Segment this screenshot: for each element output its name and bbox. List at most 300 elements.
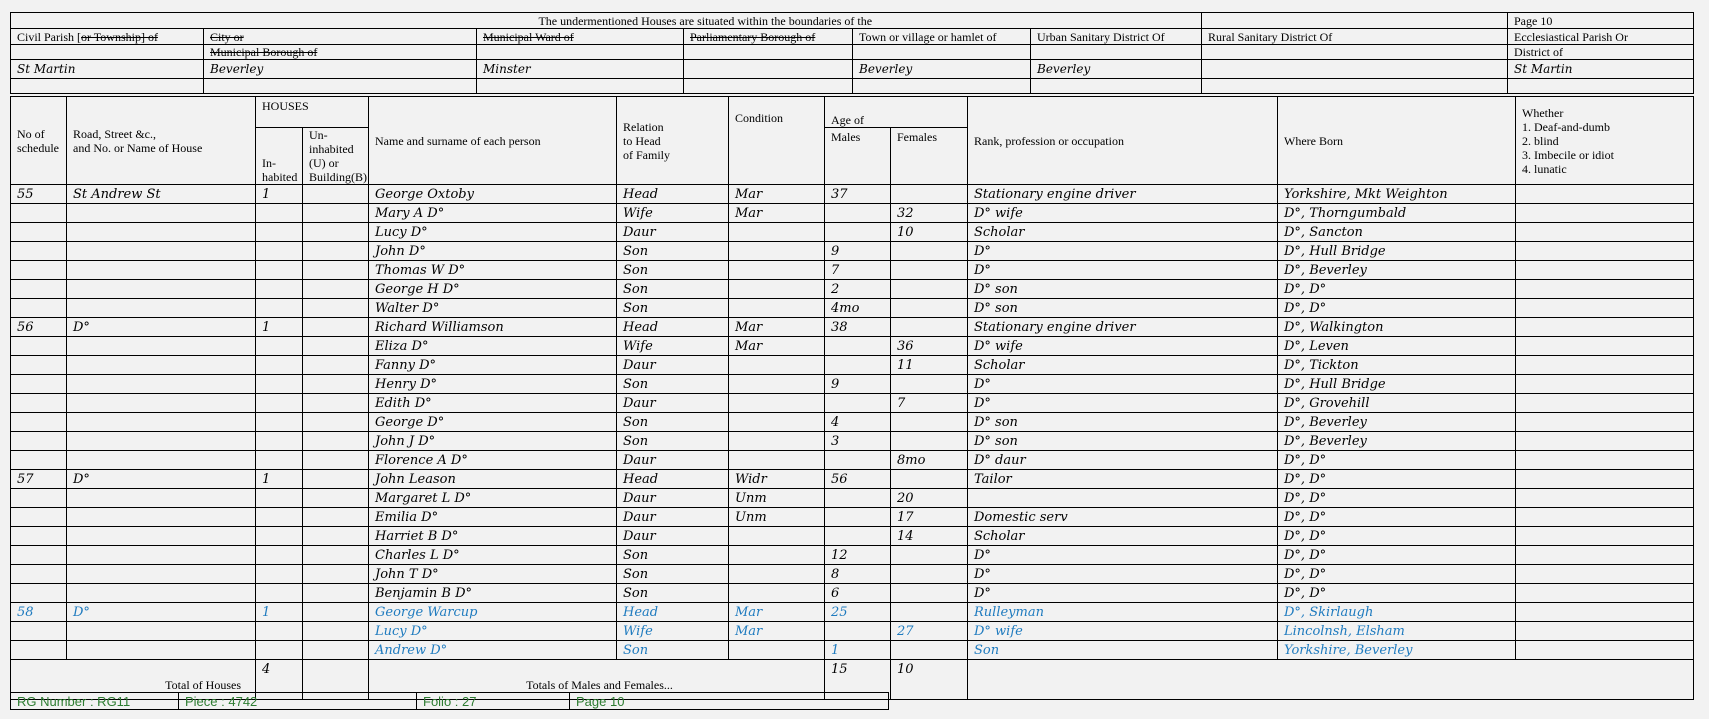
female-age: 7 xyxy=(891,394,968,413)
birthplace-cell: D°, Grovehill xyxy=(1278,394,1516,413)
schedule-cell xyxy=(11,242,67,261)
total-houses-value: 4 xyxy=(256,660,303,700)
col-relation: Relation to Head of Family xyxy=(617,97,729,185)
schedule-cell xyxy=(11,394,67,413)
person-name: Andrew D° xyxy=(369,641,617,660)
table-row xyxy=(11,508,1694,527)
birthplace-cell: D°, D° xyxy=(1278,299,1516,318)
whether-cell xyxy=(1516,337,1694,356)
uninhabited-cell xyxy=(303,508,369,527)
whether-cell xyxy=(1516,318,1694,337)
occupation-cell: D° wife xyxy=(968,204,1278,223)
municipal-borough-value: Beverley xyxy=(204,60,477,79)
inhabited-cell xyxy=(256,394,303,413)
inhabited-cell xyxy=(256,242,303,261)
total-houses-label: Total of Houses xyxy=(11,660,256,700)
table-row xyxy=(11,204,1694,223)
birthplace-cell: D°, D° xyxy=(1278,565,1516,584)
condition-cell xyxy=(729,299,825,318)
uninhabited-cell xyxy=(303,584,369,603)
relation-cell: Son xyxy=(617,261,729,280)
whether-cell xyxy=(1516,489,1694,508)
piece-number: Piece : 4742 xyxy=(179,693,417,710)
relation-cell: Daur xyxy=(617,527,729,546)
table-row xyxy=(11,337,1694,356)
birthplace-cell: D°, Sancton xyxy=(1278,223,1516,242)
uninhabited-cell xyxy=(303,318,369,337)
condition-cell xyxy=(729,565,825,584)
person-name: John T D° xyxy=(369,565,617,584)
inhabited-cell: 1 xyxy=(256,185,303,204)
table-row xyxy=(11,185,1694,204)
birthplace-cell: D°, D° xyxy=(1278,470,1516,489)
road-cell xyxy=(67,584,256,603)
schedule-cell xyxy=(11,375,67,394)
condition-cell xyxy=(729,584,825,603)
col-name: Name and surname of each person xyxy=(369,97,617,185)
occupation-cell: Stationary engine driver xyxy=(968,318,1278,337)
rural-district-value xyxy=(1202,60,1508,79)
table-row xyxy=(11,622,1694,641)
person-name: Lucy D° xyxy=(369,223,617,242)
whether-cell xyxy=(1516,356,1694,375)
whether-cell xyxy=(1516,185,1694,204)
schedule-cell xyxy=(11,299,67,318)
female-age xyxy=(891,432,968,451)
whether-cell xyxy=(1516,261,1694,280)
condition-cell: Mar xyxy=(729,622,825,641)
condition-cell xyxy=(729,375,825,394)
person-name: George D° xyxy=(369,413,617,432)
whether-cell xyxy=(1516,204,1694,223)
condition-cell xyxy=(729,356,825,375)
whether-cell xyxy=(1516,432,1694,451)
road-cell: D° xyxy=(67,603,256,622)
parliamentary-borough-value xyxy=(684,60,853,79)
person-name: Walter D° xyxy=(369,299,617,318)
relation-cell: Wife xyxy=(617,622,729,641)
female-age xyxy=(891,242,968,261)
condition-cell: Unm xyxy=(729,489,825,508)
person-name: Harriet B D° xyxy=(369,527,617,546)
male-age: 12 xyxy=(825,546,891,565)
schedule-cell xyxy=(11,356,67,375)
road-cell xyxy=(67,261,256,280)
uninhabited-cell xyxy=(303,603,369,622)
occupation-cell: D° son xyxy=(968,280,1278,299)
male-age: 4 xyxy=(825,413,891,432)
person-name: George Warcup xyxy=(369,603,617,622)
table-row xyxy=(11,451,1694,470)
relation-cell: Daur xyxy=(617,394,729,413)
road-cell xyxy=(67,242,256,261)
whether-cell xyxy=(1516,565,1694,584)
uninhabited-cell xyxy=(303,242,369,261)
condition-cell xyxy=(729,261,825,280)
female-age: 27 xyxy=(891,622,968,641)
male-age: 3 xyxy=(825,432,891,451)
birthplace-cell: D°, D° xyxy=(1278,489,1516,508)
whether-cell xyxy=(1516,546,1694,565)
birthplace-cell: D°, Tickton xyxy=(1278,356,1516,375)
person-name: Mary A D° xyxy=(369,204,617,223)
schedule-cell xyxy=(11,337,67,356)
whether-cell xyxy=(1516,375,1694,394)
condition-cell xyxy=(729,546,825,565)
schedule-cell xyxy=(11,489,67,508)
occupation-cell: D° xyxy=(968,394,1278,413)
female-age xyxy=(891,546,968,565)
col-houses: HOUSES xyxy=(256,97,369,128)
male-age xyxy=(825,489,891,508)
person-name: Fanny D° xyxy=(369,356,617,375)
birthplace-cell: D°, Beverley xyxy=(1278,261,1516,280)
condition-cell xyxy=(729,641,825,660)
road-cell: St Andrew St xyxy=(67,185,256,204)
schedule-cell xyxy=(11,641,67,660)
table-row xyxy=(11,413,1694,432)
inhabited-cell: 1 xyxy=(256,318,303,337)
table-row xyxy=(11,470,1694,489)
col-uninhabited: Un- inhabited (U) or Building(B) xyxy=(303,128,369,185)
civil-parish-label: Civil Parish [or Township] of xyxy=(11,29,204,45)
condition-cell xyxy=(729,280,825,299)
birthplace-cell: D°, Skirlaugh xyxy=(1278,603,1516,622)
male-age: 1 xyxy=(825,641,891,660)
male-age xyxy=(825,356,891,375)
whether-cell xyxy=(1516,451,1694,470)
road-cell xyxy=(67,413,256,432)
road-cell: D° xyxy=(67,470,256,489)
table-row xyxy=(11,280,1694,299)
inhabited-cell xyxy=(256,622,303,641)
total-males: 15 xyxy=(825,660,891,700)
schedule-cell xyxy=(11,508,67,527)
relation-cell: Son xyxy=(617,565,729,584)
female-age xyxy=(891,565,968,584)
whether-cell xyxy=(1516,299,1694,318)
table-row xyxy=(11,318,1694,337)
relation-cell: Son xyxy=(617,432,729,451)
relation-cell: Daur xyxy=(617,489,729,508)
col-whether: Whether 1. Deaf-and-dumb 2. blind 3. Imbecile or idiot 4. lunatic xyxy=(1516,97,1694,185)
inhabited-cell xyxy=(256,223,303,242)
parliamentary-borough-label: Parliamentary Borough of xyxy=(684,29,853,45)
relation-cell: Head xyxy=(617,603,729,622)
schedule-cell xyxy=(11,432,67,451)
female-age xyxy=(891,280,968,299)
male-age xyxy=(825,622,891,641)
occupation-cell: Tailor xyxy=(968,470,1278,489)
road-cell xyxy=(67,223,256,242)
female-age: 20 xyxy=(891,489,968,508)
uninhabited-cell xyxy=(303,394,369,413)
occupation-cell: D° son xyxy=(968,299,1278,318)
relation-cell: Son xyxy=(617,641,729,660)
birthplace-cell: D°, D° xyxy=(1278,527,1516,546)
female-age: 36 xyxy=(891,337,968,356)
female-age xyxy=(891,641,968,660)
schedule-cell: 57 xyxy=(11,470,67,489)
birthplace-cell: Yorkshire, Mkt Weighton xyxy=(1278,185,1516,204)
inhabited-cell xyxy=(256,204,303,223)
uninhabited-cell xyxy=(303,375,369,394)
person-name: Edith D° xyxy=(369,394,617,413)
occupation-cell: Scholar xyxy=(968,527,1278,546)
road-cell xyxy=(67,508,256,527)
birthplace-cell: D°, D° xyxy=(1278,584,1516,603)
schedule-cell: 55 xyxy=(11,185,67,204)
col-road: Road, Street &c., and No. or Name of House xyxy=(67,97,256,185)
female-age xyxy=(891,603,968,622)
uninhabited-cell xyxy=(303,489,369,508)
inhabited-cell xyxy=(256,584,303,603)
occupation-cell: Son xyxy=(968,641,1278,660)
relation-cell: Head xyxy=(617,470,729,489)
whether-cell xyxy=(1516,470,1694,489)
female-age xyxy=(891,413,968,432)
male-age xyxy=(825,204,891,223)
relation-cell: Son xyxy=(617,375,729,394)
relation-cell: Daur xyxy=(617,356,729,375)
condition-cell xyxy=(729,413,825,432)
condition-cell: Mar xyxy=(729,318,825,337)
whether-cell xyxy=(1516,223,1694,242)
female-age: 10 xyxy=(891,223,968,242)
footer-page: Page 10 xyxy=(570,693,889,710)
birthplace-cell: D°, D° xyxy=(1278,546,1516,565)
birthplace-cell: D°, Hull Bridge xyxy=(1278,242,1516,261)
relation-cell: Daur xyxy=(617,508,729,527)
person-name: Richard Williamson xyxy=(369,318,617,337)
inhabited-cell xyxy=(256,413,303,432)
female-age: 11 xyxy=(891,356,968,375)
person-name: Lucy D° xyxy=(369,622,617,641)
municipal-ward-label: Municipal Ward of xyxy=(477,29,684,45)
person-name: Benjamin B D° xyxy=(369,584,617,603)
folio-number: Folio : 27 xyxy=(417,693,570,710)
col-females: Females xyxy=(891,128,968,185)
female-age xyxy=(891,261,968,280)
col-condition: Condition xyxy=(729,97,825,185)
census-table xyxy=(10,96,1694,700)
birthplace-cell: D°, Thorngumbald xyxy=(1278,204,1516,223)
table-row xyxy=(11,299,1694,318)
relation-cell: Daur xyxy=(617,223,729,242)
municipal-ward-value: Minster xyxy=(477,60,684,79)
occupation-cell: Domestic serv xyxy=(968,508,1278,527)
total-females: 10 xyxy=(891,660,968,700)
road-cell xyxy=(67,299,256,318)
road-cell xyxy=(67,489,256,508)
header-banner: The undermentioned Houses are situated within the boundaries of the xyxy=(204,13,1202,29)
male-age xyxy=(825,508,891,527)
person-name: John D° xyxy=(369,242,617,261)
schedule-cell xyxy=(11,204,67,223)
schedule-cell xyxy=(11,413,67,432)
relation-cell: Wife xyxy=(617,204,729,223)
road-cell xyxy=(67,451,256,470)
table-row xyxy=(11,223,1694,242)
occupation-cell: Scholar xyxy=(968,223,1278,242)
uninhabited-cell xyxy=(303,356,369,375)
relation-cell: Wife xyxy=(617,337,729,356)
road-cell: D° xyxy=(67,318,256,337)
inhabited-cell: 1 xyxy=(256,470,303,489)
person-name: Florence A D° xyxy=(369,451,617,470)
birthplace-cell: D°, Beverley xyxy=(1278,413,1516,432)
female-age: 8mo xyxy=(891,451,968,470)
town-label: Town or village or hamlet of xyxy=(853,29,1031,45)
condition-cell: Mar xyxy=(729,603,825,622)
ecclesiastical-label-2: District of xyxy=(1508,45,1694,60)
person-name: John J D° xyxy=(369,432,617,451)
male-age xyxy=(825,223,891,242)
table-row xyxy=(11,565,1694,584)
inhabited-cell: 1 xyxy=(256,603,303,622)
birthplace-cell: D°, Beverley xyxy=(1278,432,1516,451)
condition-cell: Mar xyxy=(729,185,825,204)
rural-district-label: Rural Sanitary District Of xyxy=(1202,29,1508,45)
male-age: 25 xyxy=(825,603,891,622)
birthplace-cell: Lincolnsh, Elsham xyxy=(1278,622,1516,641)
female-age: 17 xyxy=(891,508,968,527)
schedule-cell xyxy=(11,622,67,641)
female-age: 14 xyxy=(891,527,968,546)
male-age: 9 xyxy=(825,375,891,394)
person-name: Margaret L D° xyxy=(369,489,617,508)
inhabited-cell xyxy=(256,546,303,565)
table-row xyxy=(11,432,1694,451)
schedule-cell xyxy=(11,223,67,242)
uninhabited-cell xyxy=(303,641,369,660)
schedule-cell: 56 xyxy=(11,318,67,337)
uninhabited-cell xyxy=(303,299,369,318)
relation-cell: Daur xyxy=(617,451,729,470)
municipal-borough-label: Municipal Borough of xyxy=(204,45,477,60)
urban-district-label: Urban Sanitary District Of xyxy=(1031,29,1202,45)
inhabited-cell xyxy=(256,641,303,660)
road-cell xyxy=(67,394,256,413)
road-cell xyxy=(67,375,256,394)
col-males: Males xyxy=(825,128,891,185)
relation-cell: Head xyxy=(617,318,729,337)
table-row xyxy=(11,242,1694,261)
col-inhabited: In- habited xyxy=(256,128,303,185)
condition-cell xyxy=(729,242,825,261)
condition-cell xyxy=(729,432,825,451)
whether-cell xyxy=(1516,603,1694,622)
condition-cell xyxy=(729,527,825,546)
female-age xyxy=(891,299,968,318)
male-age: 8 xyxy=(825,565,891,584)
occupation-cell: D° wife xyxy=(968,337,1278,356)
male-age xyxy=(825,394,891,413)
schedule-cell xyxy=(11,261,67,280)
birthplace-cell: D°, Leven xyxy=(1278,337,1516,356)
table-row xyxy=(11,527,1694,546)
person-name: Thomas W D° xyxy=(369,261,617,280)
town-value: Beverley xyxy=(853,60,1031,79)
occupation-cell: Stationary engine driver xyxy=(968,185,1278,204)
district-header xyxy=(10,12,1694,94)
condition-cell xyxy=(729,451,825,470)
condition-cell xyxy=(729,394,825,413)
table-row xyxy=(11,603,1694,622)
road-cell xyxy=(67,546,256,565)
occupation-cell: D° wife xyxy=(968,622,1278,641)
ecclesiastical-label: Ecclesiastical Parish Or xyxy=(1508,29,1694,45)
schedule-cell xyxy=(11,565,67,584)
occupation-cell: D° xyxy=(968,242,1278,261)
table-row xyxy=(11,375,1694,394)
col-schedule: No of schedule xyxy=(11,97,67,185)
occupation-cell: D° xyxy=(968,375,1278,394)
condition-cell: Widr xyxy=(729,470,825,489)
uninhabited-cell xyxy=(303,261,369,280)
inhabited-cell xyxy=(256,280,303,299)
relation-cell: Son xyxy=(617,546,729,565)
inhabited-cell xyxy=(256,489,303,508)
uninhabited-cell xyxy=(303,280,369,299)
male-age: 2 xyxy=(825,280,891,299)
schedule-cell: 58 xyxy=(11,603,67,622)
male-age: 56 xyxy=(825,470,891,489)
uninhabited-cell xyxy=(303,223,369,242)
uninhabited-cell xyxy=(303,451,369,470)
table-row xyxy=(11,546,1694,565)
person-name: Henry D° xyxy=(369,375,617,394)
city-label: City or xyxy=(204,29,477,45)
whether-cell xyxy=(1516,584,1694,603)
birthplace-cell: D°, D° xyxy=(1278,280,1516,299)
whether-cell xyxy=(1516,508,1694,527)
occupation-cell: D° xyxy=(968,565,1278,584)
col-occupation: Rank, profession or occupation xyxy=(968,97,1278,185)
schedule-cell xyxy=(11,546,67,565)
female-age xyxy=(891,584,968,603)
male-age xyxy=(825,451,891,470)
female-age xyxy=(891,318,968,337)
table-row xyxy=(11,356,1694,375)
inhabited-cell xyxy=(256,261,303,280)
condition-cell: Mar xyxy=(729,204,825,223)
birthplace-cell: D°, D° xyxy=(1278,451,1516,470)
male-age: 4mo xyxy=(825,299,891,318)
total-persons-label: Totals of Males and Females... xyxy=(369,660,825,700)
road-cell xyxy=(67,337,256,356)
page-number: Page 10 xyxy=(1508,13,1694,29)
birthplace-cell: D°, Walkington xyxy=(1278,318,1516,337)
female-age xyxy=(891,470,968,489)
birthplace-cell: Yorkshire, Beverley xyxy=(1278,641,1516,660)
inhabited-cell xyxy=(256,299,303,318)
condition-cell: Unm xyxy=(729,508,825,527)
uninhabited-cell xyxy=(303,622,369,641)
road-cell xyxy=(67,432,256,451)
uninhabited-cell xyxy=(303,546,369,565)
relation-cell: Son xyxy=(617,242,729,261)
male-age: 6 xyxy=(825,584,891,603)
col-age: Age of xyxy=(825,97,968,128)
whether-cell xyxy=(1516,641,1694,660)
occupation-cell: D° son xyxy=(968,413,1278,432)
road-cell xyxy=(67,204,256,223)
ecclesiastical-value: St Martin xyxy=(1508,60,1694,79)
person-name: Eliza D° xyxy=(369,337,617,356)
schedule-cell xyxy=(11,584,67,603)
whether-cell xyxy=(1516,394,1694,413)
